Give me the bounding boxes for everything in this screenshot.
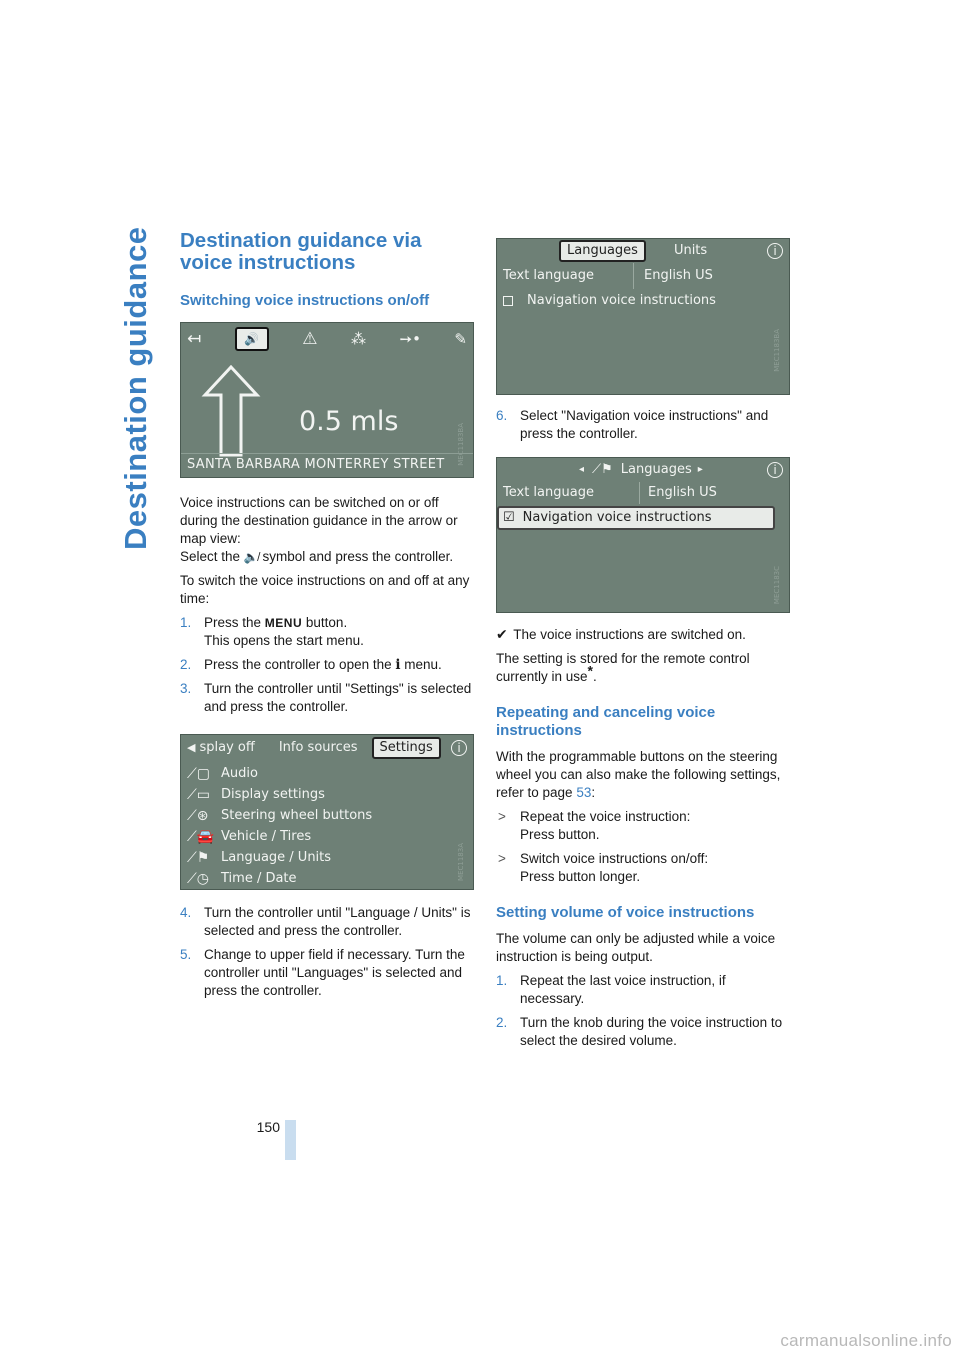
step-number: 1.	[180, 615, 192, 631]
step-1	[180, 614, 476, 650]
menu-item-label: Audio	[221, 765, 258, 781]
page-number: 150	[256, 1119, 280, 1135]
bullet-text: Repeat the voice instruction:	[520, 809, 691, 824]
step-text: Turn the controller until "Settings" is selected and press the controller.	[204, 681, 472, 715]
info-icon: i	[767, 462, 783, 478]
step-2	[180, 656, 476, 674]
image-code: MEC1183C	[773, 566, 781, 605]
select-text-end: symbol and press the controller.	[262, 549, 454, 564]
bullet-marker: >	[498, 809, 506, 824]
repeat-bullet-list	[496, 808, 792, 886]
paragraph-text: The setting is stored for the remote control currently in use	[496, 651, 750, 684]
menu-item-label: Steering wheel buttons	[221, 807, 373, 823]
text-language-row	[497, 482, 789, 504]
steps-list-part1	[180, 614, 476, 716]
route-arrow-icon: ➙•	[399, 330, 421, 348]
row-label: Text language	[497, 263, 634, 289]
paragraph-text: With the programmable buttons on the steering wheel you can also make the following settings, refer to page	[496, 749, 781, 800]
navigation-voice-row	[497, 289, 789, 313]
step-number: 6.	[496, 408, 508, 423]
paragraph-switched-on	[496, 625, 792, 644]
steps-list-part2	[180, 904, 476, 1000]
menu-item-label: Display settings	[221, 786, 325, 802]
step-text: Select "Navigation voice instructions" and press the controller.	[520, 408, 769, 441]
turn-arrow-icon	[201, 365, 261, 457]
checkmark-icon: ☑	[503, 510, 515, 525]
bullet-marker: >	[498, 851, 506, 866]
info-icon: i	[451, 740, 467, 756]
image-code: MEC1183BA	[773, 329, 781, 372]
step-text-end: button.	[305, 615, 348, 631]
left-column	[180, 230, 476, 1006]
page-number-bar	[285, 1120, 296, 1160]
step-number: 3.	[180, 681, 192, 697]
navigation-voice-selected-screen	[496, 457, 790, 613]
languages-units-screen	[496, 238, 790, 395]
distance-readout: 0.5 mls	[299, 406, 399, 437]
languages-title-bar	[497, 458, 789, 482]
menu-item-vehicle-tires	[187, 826, 473, 847]
menu-item-language-units	[187, 847, 473, 868]
menu-item-display-settings	[187, 784, 473, 805]
language-flag-icon: ⟋⚑	[187, 849, 210, 866]
paragraph-switch-on-off	[180, 494, 476, 566]
left-scroll-icon: ◂	[579, 464, 585, 475]
paragraph-text-end: :	[591, 785, 596, 800]
menu-item-label: Language / Units	[221, 849, 332, 865]
settings-menu-screen	[180, 734, 474, 890]
display-settings-icon: ⟋▭	[187, 786, 211, 803]
tab-settings: Settings	[372, 737, 441, 759]
pen-icon: ✎	[454, 330, 467, 348]
row-value: English US	[644, 268, 713, 283]
left-scroll-icon: ◀	[187, 741, 196, 755]
chapter-side-title: Destination guidance	[118, 226, 153, 550]
language-flag-icon: ⟋⚑	[592, 462, 613, 477]
step-text-end: menu.	[404, 657, 442, 673]
settings-tab-bar	[181, 735, 473, 761]
step-number: 2.	[180, 657, 192, 673]
section-heading: Destination guidance via voice instructions	[180, 229, 422, 274]
step-text: Turn the knob during the voice instruction to select the desired volume.	[520, 1015, 783, 1048]
voice-symbol-icon: 🔈̸	[243, 550, 259, 565]
street-name: SANTA BARBARA MONTERREY STREET	[187, 457, 445, 472]
menu-item-label: Time / Date	[221, 870, 297, 886]
steering-wheel-icon: ⟋⊛	[187, 807, 209, 824]
footer-watermark: carmanualsonline.info	[780, 1331, 952, 1350]
step-text-line2: This opens the start menu.	[204, 633, 364, 649]
step-text: Press the	[204, 615, 262, 631]
paragraph-anytime: To switch the voice instructions on and off at any time:	[180, 573, 470, 607]
menu-item-audio	[187, 763, 473, 784]
checkbox-empty-icon	[503, 296, 513, 306]
tab-info-sources: Info sources	[278, 740, 358, 756]
step-text: Turn the controller until "Language / Units" is selected and press the controller.	[204, 905, 471, 939]
paragraph-switch-text: Voice instructions can be switched on or off during the destination guidance in the arrow or map view:	[180, 495, 458, 546]
audio-settings-icon: ⟋▢	[187, 765, 211, 782]
step-5	[180, 946, 476, 1000]
step-number: 1.	[496, 973, 508, 988]
warning-triangle-icon: ⚠	[302, 329, 318, 349]
paragraph-volume: The volume can only be adjusted while a voice instruction is being output.	[496, 931, 776, 964]
bullet-text-line2: Press button longer.	[520, 869, 641, 884]
vehicle-icon: ⟋🚘	[187, 828, 215, 845]
subsection-heading-repeating: Repeating and canceling voice instructions	[496, 704, 716, 739]
step-number: 2.	[496, 1015, 508, 1030]
paragraph-repeat	[496, 748, 792, 802]
info-i-icon: i	[395, 657, 401, 674]
languages-tab-bar	[497, 239, 789, 263]
steps-list-part3	[496, 407, 792, 443]
screen-title: Languages	[620, 462, 692, 477]
step-number: 5.	[180, 947, 192, 963]
checkmark-icon: ✔	[496, 626, 508, 642]
clock-icon: ⟋◷	[187, 870, 210, 887]
subsection-heading-volume: Setting volume of voice instructions	[496, 904, 755, 921]
paragraph-stored: The setting is stored for the remote control currently in use*.	[496, 651, 750, 684]
arrow-view-screen	[180, 322, 474, 478]
text-language-row	[497, 263, 789, 289]
right-scroll-icon: ▸	[697, 464, 703, 475]
step-4	[180, 904, 476, 940]
step-number: 4.	[180, 905, 192, 921]
row-label: Text language	[497, 482, 640, 504]
volume-step-1	[496, 972, 792, 1008]
menu-item-time-date	[187, 868, 473, 889]
paragraph-text: The voice instructions are switched on.	[513, 627, 746, 642]
step-3	[180, 680, 476, 716]
image-code: MEC1183A	[457, 843, 465, 882]
menu-item-label: Vehicle / Tires	[221, 828, 312, 844]
optional-equipment-star-icon: *	[587, 662, 593, 679]
traffic-icon: ⁂	[351, 330, 366, 348]
back-arrow-icon: ↤	[187, 329, 202, 349]
bullet-repeat	[496, 808, 792, 844]
bullet-switch	[496, 850, 792, 886]
menu-item-steering-wheel-buttons	[187, 805, 473, 826]
row-label: Navigation voice instructions	[522, 510, 712, 525]
bullet-text: Switch voice instructions on/off:	[520, 851, 709, 866]
step-text: Press the controller to open the	[204, 657, 392, 673]
subsection-heading-switching: Switching voice instructions on/off	[180, 292, 430, 309]
settings-item-list	[181, 761, 473, 889]
row-value: English US	[648, 485, 717, 500]
right-column	[496, 238, 792, 1056]
bullet-text-line2: Press button.	[520, 827, 600, 842]
select-text: Select the	[180, 549, 241, 564]
tab-units: Units	[673, 243, 708, 258]
navigation-voice-row-selected	[497, 506, 775, 530]
volume-step-2	[496, 1014, 792, 1050]
step-6	[496, 407, 792, 443]
row-label: Navigation voice instructions	[527, 293, 716, 308]
step-text: Repeat the last voice instruction, if necessary.	[520, 973, 726, 1006]
voice-speaker-icon: 🔊	[235, 327, 269, 351]
menu-button-label: MENU	[264, 616, 303, 631]
tab-display-off: splay off	[199, 740, 255, 756]
image-code: MEC1183BA	[457, 423, 465, 466]
step-text: Change to upper field if necessary. Turn the controller until "Languages" is selected and press the controller.	[204, 947, 465, 999]
arrow-view-toolbar	[181, 323, 473, 355]
page-reference-link[interactable]: 53	[576, 785, 592, 800]
volume-steps-list	[496, 972, 792, 1050]
tab-languages: Languages	[559, 240, 646, 262]
info-icon: i	[767, 243, 783, 259]
